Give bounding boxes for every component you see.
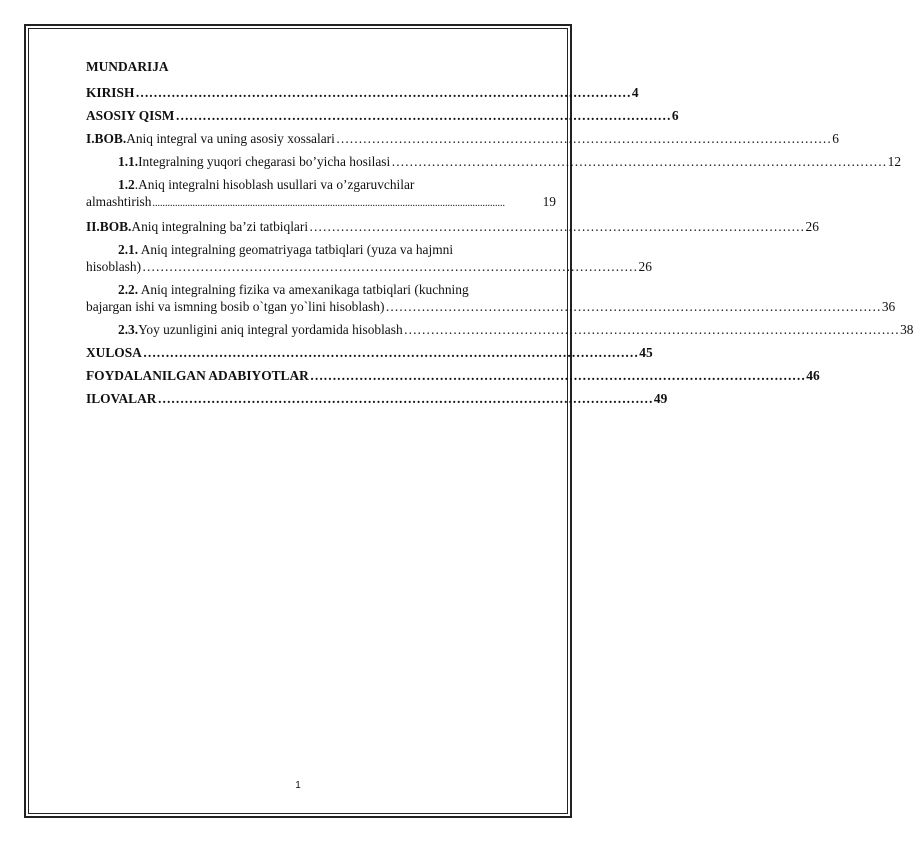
toc-entry-page: 26	[638, 259, 652, 274]
toc-entry-page: 12	[887, 154, 902, 169]
toc-entry-text-line1: Aniq integralning fizika va amexanikaga tatbiqlari (kuchning	[138, 282, 469, 297]
toc-entry-page: 6	[832, 131, 839, 146]
toc-entry-page: 36	[881, 299, 896, 314]
toc-entry-page: 6	[671, 108, 679, 123]
toc-entry-text-line1: Aniq integralning geomatriyaga tatbiqlari (yuza va hajmni	[138, 242, 454, 257]
dot-leader: …………………………………………………………………………………………………	[142, 345, 639, 360]
toc-entry-page: 4	[631, 85, 639, 100]
toc-entry-text: Aniq integralning ba’zi tatbiqlari	[131, 219, 309, 234]
toc-entry-kirish	[86, 84, 639, 101]
table-of-contents	[86, 58, 914, 413]
toc-entry-foydalanilgan-adabiyotlar	[86, 367, 820, 384]
toc-entry-2-1	[86, 241, 652, 275]
toc-entry-text-line2: almashtirish	[86, 194, 152, 209]
dot-leader: …………………………………………………………………………………………………	[335, 131, 832, 146]
toc-entry-text-line1: .Aniq integralni hisoblash usullari va o’zgaruvchilar	[134, 177, 415, 192]
dot-leader: …………………………………………………………………………………………………	[391, 154, 887, 169]
toc-entry-text: Integralning yuqori chegarasi bo’yicha hosilasi	[138, 154, 391, 169]
toc-entry-chapter-2	[86, 218, 819, 235]
dot-leader: …………………………………………………………………………………………………	[142, 259, 638, 274]
dot-leader: …………………………………………………………………………………………………	[309, 219, 805, 234]
toc-entry-page: 46	[806, 368, 820, 383]
toc-entry-text: ASOSIY QISM	[86, 108, 175, 123]
toc-entry-text: XULOSA	[86, 345, 142, 360]
toc-entry-number: II.BOB.	[86, 219, 132, 234]
dot-leader: …………………………………………………………………………………………………	[135, 85, 631, 100]
page-number: 1	[295, 780, 301, 791]
toc-entry-text-line2: bajargan ishi va ismning bosib o`tgan yo`lini hisoblash)	[86, 299, 385, 314]
toc-entry-2-2	[86, 281, 896, 315]
dot-leader: …………………………………………………………………………………………………	[385, 299, 881, 314]
dot-leader: …………………………………………………………………………………………………	[175, 108, 671, 123]
toc-entry-page: 49	[653, 391, 668, 406]
toc-entry-page: 38	[900, 322, 914, 337]
toc-entry-text: FOYDALANILGAN ADABIYOTLAR	[86, 368, 309, 383]
toc-entry-ilovalar	[86, 390, 668, 407]
toc-entry-number: 1.2	[118, 177, 135, 192]
toc-entry-number: 2.3.	[118, 322, 139, 337]
toc-title: MUNDARIJA	[86, 59, 169, 74]
toc-entry-page: 26	[805, 219, 819, 234]
dot-leader: .............................................................................................................................................	[152, 198, 505, 209]
toc-entry-1-1	[86, 153, 902, 170]
toc-entry-1-2	[86, 176, 556, 212]
toc-entry-number: 2.2.	[118, 282, 139, 297]
toc-entry-text: KIRISH	[86, 85, 135, 100]
toc-entry-number: 1.1.	[118, 154, 139, 169]
toc-entry-number: I.BOB.	[86, 131, 127, 146]
toc-entry-text: ILOVALAR	[86, 391, 157, 406]
toc-entry-page: 45	[639, 345, 653, 360]
dot-leader: …………………………………………………………………………………………………	[403, 322, 900, 337]
toc-entry-xulosa	[86, 344, 653, 361]
dot-leader: …………………………………………………………………………………………………	[309, 368, 806, 383]
dot-leader: …………………………………………………………………………………………………	[157, 391, 653, 406]
toc-entry-text-line2: hisoblash)	[86, 259, 142, 274]
toc-entry-chapter-1	[86, 130, 839, 147]
toc-entry-2-3	[86, 321, 914, 338]
toc-entry-text: Yoy uzunligini aniq integral yordamida hisoblash	[138, 322, 403, 337]
toc-entry-page: 19	[542, 194, 556, 209]
toc-entry-number: 2.1.	[118, 242, 139, 257]
toc-entry-text: Aniq integral va uning asosiy xossalari	[126, 131, 335, 146]
toc-entry-asosiy-qism	[86, 107, 679, 124]
